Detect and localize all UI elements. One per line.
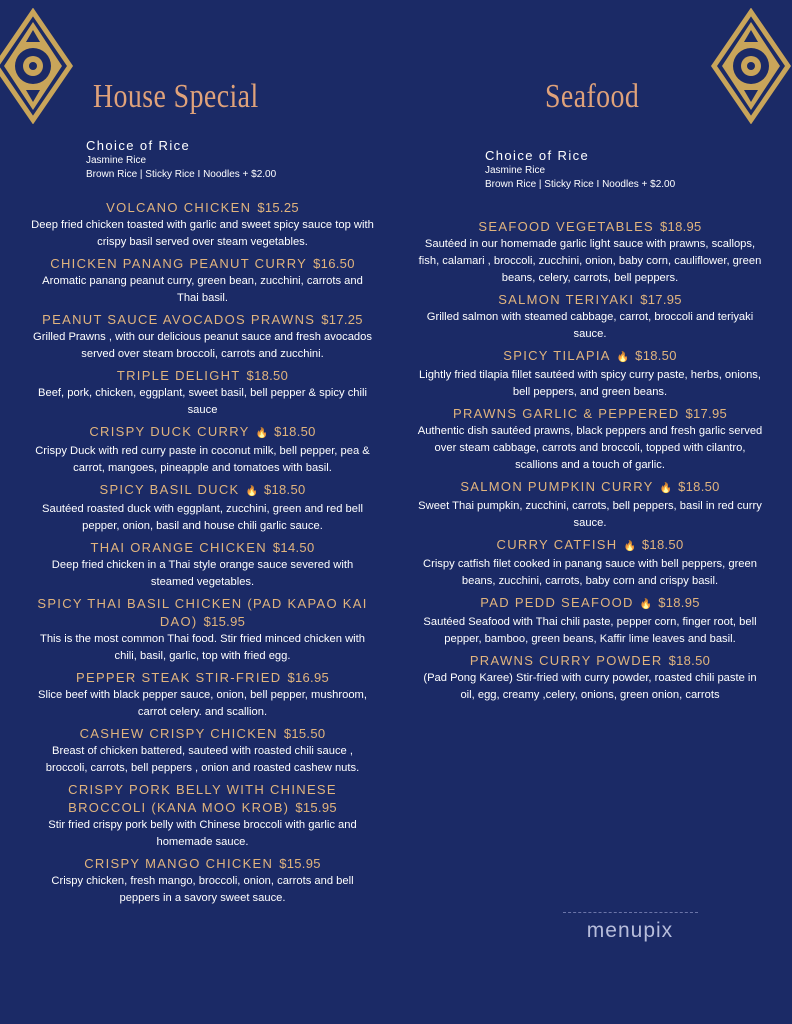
menu-item-description: Breast of chicken battered, sauteed with roasted chili sauce , broccoli, carrots, bell peppers , onion and roasted cashew nuts. — [45, 745, 360, 774]
menu-item-description: Deep fried chicken toasted with garlic and sweet spicy sauce top with crispy basil served over steam vegetables. — [31, 219, 374, 248]
menu-item-title — [415, 405, 765, 423]
menu-item — [30, 423, 375, 477]
menupix-watermark — [555, 912, 705, 943]
menu-item-price: $16.50 — [313, 256, 355, 271]
menu-item — [415, 536, 765, 590]
menu-item — [30, 855, 375, 907]
menu-item — [415, 291, 765, 343]
flame-icon: 🔥 — [616, 352, 630, 363]
menu-item-name: SALMON PUMPKIN CURRY — [460, 479, 654, 494]
menu-item-name: PRAWNS CURRY POWDER — [469, 653, 663, 668]
menu-item-name: VOLCANO CHICKEN — [106, 200, 252, 215]
menu-item-name: PEPPER STEAK STIR-FRIED — [76, 670, 282, 685]
menu-item — [30, 199, 375, 251]
menu-item-price: $16.95 — [287, 670, 329, 685]
menu-item-description: This is the most common Thai food. Stir fried minced chicken with chili, basil, garlic, top with fried egg. — [40, 633, 365, 662]
rice-option-others: Brown Rice | Sticky Rice I Noodles + $2.00 — [485, 179, 676, 190]
menu-item-title — [415, 652, 765, 670]
menu-item-name: SPICY BASIL DUCK — [99, 482, 240, 497]
flame-icon: 🔥 — [639, 599, 653, 610]
menu-item — [30, 725, 375, 777]
menu-item-title — [30, 725, 375, 743]
menu-item — [415, 218, 765, 287]
menu-item-description: Beef, pork, chicken, eggplant, sweet basil, bell pepper & spicy chili sauce — [38, 387, 367, 416]
flame-icon: 🔥 — [623, 541, 636, 552]
menu-item-name: PAD PEDD SEAFOOD — [480, 595, 634, 610]
menu-item — [30, 595, 375, 665]
menu-item-description: Aromatic panang peanut curry, green bean, zucchini, carrots and Thai basil. — [42, 275, 363, 304]
menu-item-name: THAI ORANGE CHICKEN — [90, 540, 267, 555]
menu-item-name: PRAWNS GARLIC & PEPPERED — [452, 406, 680, 421]
menu-item-price: $15.25 — [257, 200, 299, 215]
menu-item-price: $18.95 — [658, 595, 700, 610]
menu-item-price: $15.50 — [283, 726, 326, 741]
seafood-title: Seafood — [545, 78, 640, 115]
menu-item-title — [30, 255, 375, 273]
menu-item — [30, 669, 375, 721]
menu-item-description: (Pad Pong Karee) Stir-fried with curry powder, roasted chili paste in oil, egg, creamy ,celery, onions, green onion, carrots — [423, 672, 757, 701]
menu-item-title — [30, 481, 375, 501]
menu-item-title — [30, 199, 375, 217]
rice-option-jasmine: Jasmine Rice — [86, 155, 147, 166]
menu-item-description: Deep fried chicken in a Thai style orange sauce severed with steamed vegetables. — [51, 559, 354, 588]
rice-heading: Choice of Rice — [86, 138, 191, 153]
menu-item-name: CRISPY MANGO CHICKEN — [84, 856, 274, 871]
menu-item — [30, 781, 375, 851]
menu-item-title — [30, 595, 375, 631]
menu-item — [30, 255, 375, 307]
menu-item-title — [415, 478, 765, 498]
rice-option-jasmine: Jasmine Rice — [485, 165, 546, 176]
menu-item-title — [30, 423, 375, 443]
menu-item-price: $15.95 — [203, 614, 246, 629]
menu-item-title — [415, 291, 765, 309]
menu-item-price: $18.50 — [641, 537, 684, 552]
house-special-title: House Special — [93, 78, 259, 115]
menu-item-name: CASHEW CRISPY CHICKEN — [79, 726, 278, 741]
menu-item-title — [30, 669, 375, 687]
menu-item-description: Lightly fried tilapia fillet sautéed with spicy curry paste, herbs, onions, bell peppers, and green beans. — [418, 369, 761, 398]
flame-icon: 🔥 — [255, 428, 269, 439]
rice-options-right — [485, 147, 675, 192]
menu-item — [30, 481, 375, 535]
menu-item-title — [415, 347, 765, 367]
menu-item-name: CRISPY DUCK CURRY — [89, 424, 250, 439]
seafood-items — [415, 218, 765, 708]
menu-item-description: Grilled salmon with steamed cabbage, carrot, broccoli and teriyaki sauce. — [426, 311, 754, 340]
menu-item-price: $18.50 — [635, 348, 677, 363]
menu-item-price: $18.50 — [274, 424, 316, 439]
menu-item — [415, 405, 765, 474]
menu-item-price: $17.25 — [321, 312, 363, 327]
menu-item-name: CRISPY PORK BELLY WITH CHINESE BROCCOLI (KANA MOO KROB) — [68, 782, 337, 815]
menu-item-name: SPICY TILAPIA — [503, 348, 611, 363]
menu-item-description: Crispy catfish filet cooked in panang sauce with bell peppers, green beans, zucchini, carrots, baby corn and crispy basil. — [423, 558, 757, 587]
ornament-right-icon — [708, 8, 792, 124]
menu-item-description: Crispy Duck with red curry paste in coconut milk, bell pepper, pea & carrot, mangoes, pineapple and tomatoes with basil. — [35, 445, 370, 474]
menu-item-description: Crispy chicken, fresh mango, broccoli, onion, carrots and bell peppers in a savory sweet sauce. — [51, 875, 354, 904]
menu-item-title — [30, 781, 375, 817]
menu-item-title — [415, 218, 765, 236]
menu-item-title — [30, 539, 375, 557]
menu-item — [415, 347, 765, 401]
menu-item-price: $17.95 — [685, 406, 728, 421]
ornament-left-icon — [0, 8, 76, 124]
menu-item-price: $17.95 — [640, 292, 682, 307]
menu-item-description: Stir fried crispy pork belly with Chinese broccoli with garlic and homemade sauce. — [48, 819, 357, 848]
menu-item-name: SALMON TERIYAKI — [498, 292, 635, 307]
menu-item-description: Grilled Prawns , with our delicious peanut sauce and fresh avocados served over steam broccoli, carrots and zucchini. — [33, 331, 372, 360]
menu-item-title — [30, 311, 375, 329]
menu-item-name: SPICY THAI BASIL CHICKEN (PAD KAPAO KAI DAO) — [37, 596, 368, 629]
menu-item — [415, 478, 765, 532]
menu-item — [30, 539, 375, 591]
menu-item-price: $18.50 — [678, 479, 720, 494]
watermark-divider — [563, 912, 698, 913]
menu-item-description: Sautéed in our homemade garlic light sauce with prawns, scallops, fish, calamari , broccoli, zucchini, onion, baby corn, cauliflower, green beans, celery, carrots, bell peppers. — [418, 238, 762, 284]
menu-item-description: Slice beef with black pepper sauce, onion, bell pepper, mushroom, carrot celery. and scallion. — [38, 689, 367, 718]
menu-item — [30, 311, 375, 363]
menu-item-price: $18.50 — [263, 482, 306, 497]
menu-item-price: $18.50 — [246, 368, 289, 383]
menu-item-price: $14.50 — [272, 540, 315, 555]
menu-item-price: $18.95 — [660, 219, 702, 234]
rice-options-left — [86, 137, 276, 182]
flame-icon: 🔥 — [245, 486, 258, 497]
menu-item-name: CHICKEN PANANG PEANUT CURRY — [50, 256, 308, 271]
menu-item-title — [30, 367, 375, 385]
menu-item — [415, 652, 765, 704]
menu-item-description: Sautéed roasted duck with eggplant, zucchini, green and red bell pepper, onion, basil and house chili garlic sauce. — [42, 503, 363, 532]
rice-heading: Choice of Rice — [485, 148, 590, 163]
watermark-text: menupix — [586, 919, 674, 942]
menu-item-price: $15.95 — [295, 800, 337, 815]
menu-item-description: Sweet Thai pumpkin, zucchini, carrots, bell peppers, basil in red curry sauce. — [418, 500, 762, 529]
menu-item-title — [415, 536, 765, 556]
menu-item-price: $15.95 — [279, 856, 321, 871]
menu-item-name: TRIPLE DELIGHT — [116, 368, 241, 383]
menu-item-name: SEAFOOD VEGETABLES — [478, 219, 655, 234]
menu-item-description: Authentic dish sautéed prawns, black peppers and fresh garlic served over steam cabbage, carrots and broccoli, topped with cilantro, scallions and a touch of garlic. — [417, 425, 763, 471]
menu-item-description: Sautéed Seafood with Thai chili paste, pepper corn, finger root, bell pepper, bamboo, green beans, Kaffir lime leaves and basil. — [423, 616, 757, 645]
menu-item-name: CURRY CATFISH — [496, 537, 618, 552]
rice-option-others: Brown Rice | Sticky Rice I Noodles + $2.00 — [86, 169, 277, 180]
menu-item — [30, 367, 375, 419]
flame-icon: 🔥 — [659, 483, 673, 494]
house-special-items — [30, 199, 375, 911]
menu-item-name: PEANUT SAUCE AVOCADOS PRAWNS — [42, 312, 316, 327]
menu-item-title — [30, 855, 375, 873]
menu-item-price: $18.50 — [668, 653, 711, 668]
menu-item — [415, 594, 765, 648]
menu-item-title — [415, 594, 765, 614]
